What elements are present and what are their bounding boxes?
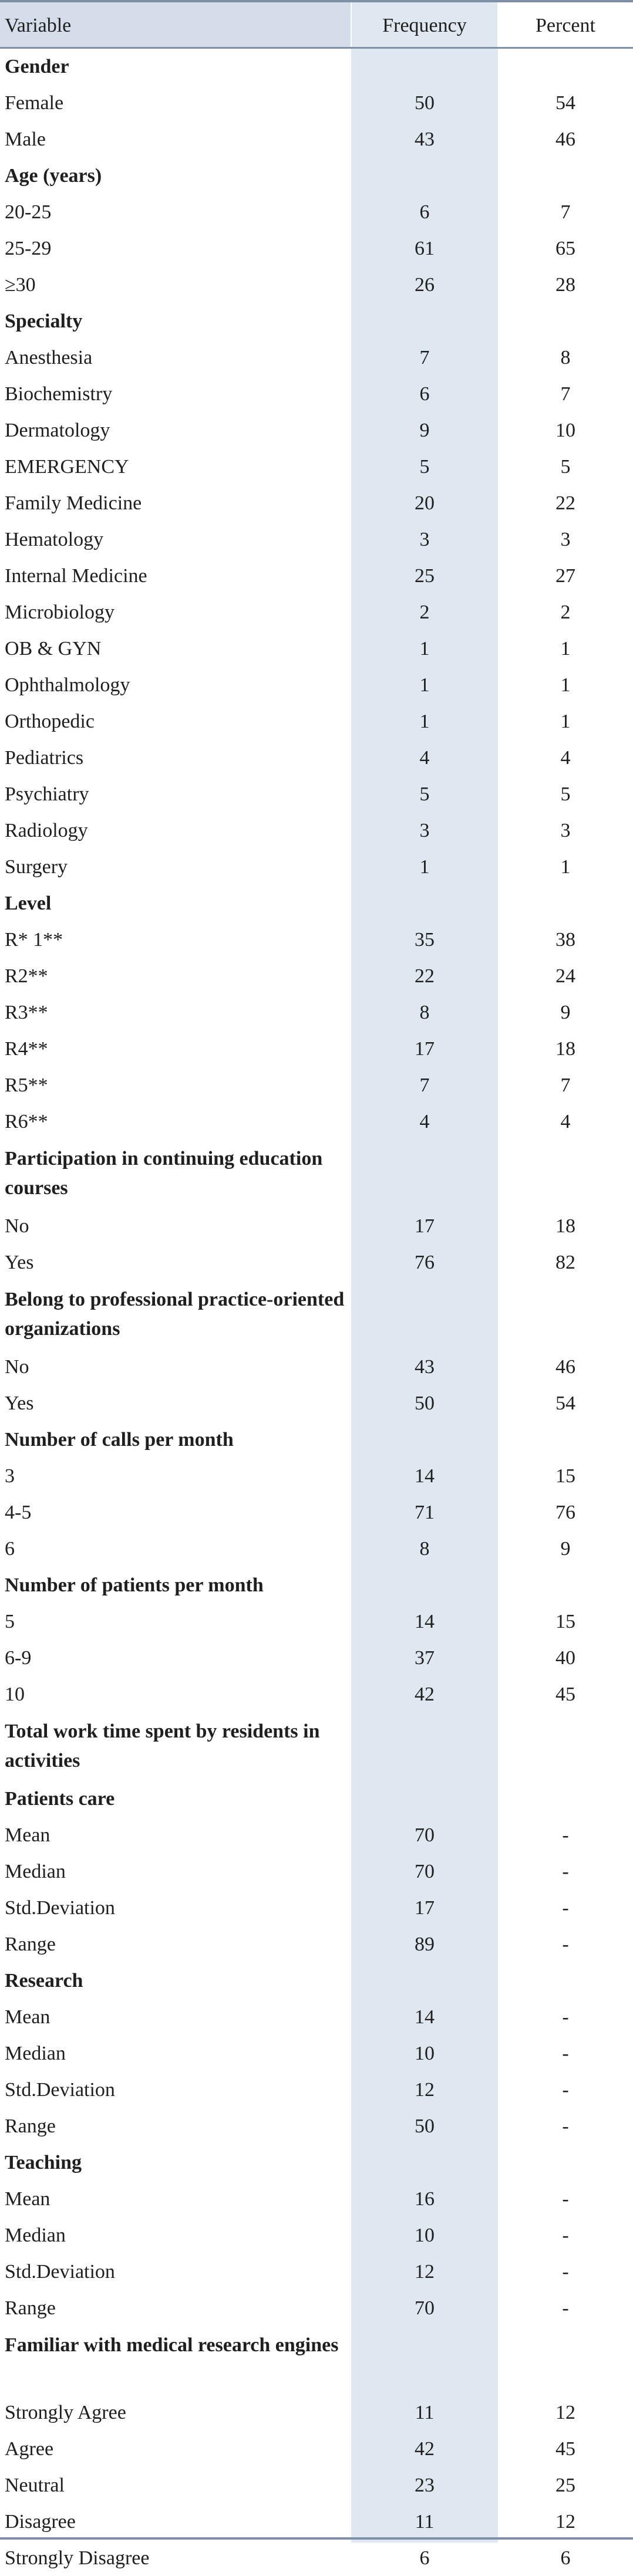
percent-cell: - bbox=[562, 2261, 569, 2283]
variable-cell: Female bbox=[5, 92, 64, 114]
variable-cell: Mean bbox=[5, 1824, 50, 1846]
percent-cell: 25 bbox=[555, 2474, 575, 2496]
variable-cell: Surgery bbox=[5, 856, 68, 878]
frequency-cell: 11 bbox=[415, 2511, 435, 2533]
frequency-cell: 1 bbox=[419, 711, 430, 732]
variable-cell: ≥30 bbox=[5, 274, 36, 296]
percent-cell: 4 bbox=[560, 747, 571, 769]
table-row bbox=[0, 268, 633, 303]
percent-cell: 7 bbox=[560, 383, 571, 405]
percent-cell: 4 bbox=[560, 1111, 571, 1133]
variable-cell: Mean bbox=[5, 2188, 50, 2210]
variable-cell: 5 bbox=[5, 1611, 15, 1632]
percent-cell: 45 bbox=[555, 2438, 575, 2460]
frequency-cell: 12 bbox=[415, 2261, 435, 2283]
table-row bbox=[0, 559, 633, 594]
variable-cell: No bbox=[5, 1356, 29, 1378]
variable-cell: Strongly Agree bbox=[5, 2402, 126, 2423]
table-row bbox=[0, 1604, 633, 1639]
frequency-cell: 50 bbox=[415, 2115, 435, 2137]
variable-cell: Median bbox=[5, 1861, 66, 1882]
table-row bbox=[0, 1068, 633, 1103]
variable-cell: 6 bbox=[5, 1538, 15, 1560]
variable-cell: R5** bbox=[5, 1074, 48, 1096]
frequency-cell: 42 bbox=[415, 2438, 435, 2460]
table-row bbox=[0, 1459, 633, 1494]
section-row bbox=[0, 1282, 633, 1350]
table-row bbox=[0, 195, 633, 230]
percent-cell: 9 bbox=[560, 1538, 571, 1560]
variable-cell: Biochemistry bbox=[5, 383, 113, 405]
section-label: Belong to professional practice-oriented organizations bbox=[5, 1289, 345, 1340]
variable-cell: 10 bbox=[5, 1683, 25, 1705]
section-label: Age (years) bbox=[5, 165, 102, 187]
percent-cell: 46 bbox=[555, 129, 575, 150]
variable-cell: 20-25 bbox=[5, 201, 52, 223]
section-label: Teaching bbox=[5, 2152, 82, 2173]
percent-cell: 6 bbox=[560, 2547, 571, 2569]
table-row bbox=[0, 1104, 633, 1140]
section-row bbox=[0, 304, 633, 339]
percent-cell: 45 bbox=[555, 1683, 575, 1705]
table-row bbox=[0, 631, 633, 667]
frequency-cell: 50 bbox=[415, 1392, 435, 1414]
table-row bbox=[0, 231, 633, 266]
variable-cell: Yes bbox=[5, 1392, 34, 1414]
table-row bbox=[0, 2036, 633, 2071]
frequency-cell: 50 bbox=[415, 92, 435, 114]
section-row bbox=[0, 1422, 633, 1458]
frequency-cell: 6 bbox=[419, 2547, 430, 2569]
percent-cell: 1 bbox=[560, 711, 571, 732]
section-label: Total work time spent by residents in activities bbox=[5, 1720, 320, 1772]
table-row bbox=[0, 1891, 633, 1926]
section-row bbox=[0, 1568, 633, 1603]
variable-cell: Std.Deviation bbox=[5, 2079, 115, 2101]
frequency-cell: 10 bbox=[415, 2043, 435, 2064]
frequency-cell: 4 bbox=[419, 1111, 430, 1133]
variable-cell: R6** bbox=[5, 1111, 48, 1133]
percent-cell: 54 bbox=[555, 92, 575, 114]
header-rule bbox=[0, 47, 633, 49]
percent-cell: - bbox=[562, 1861, 569, 1882]
table-row bbox=[0, 704, 633, 739]
variable-cell: Psychiatry bbox=[5, 783, 89, 805]
frequency-cell: 23 bbox=[415, 2474, 435, 2496]
variable-cell: Median bbox=[5, 2225, 66, 2246]
variable-cell: Neutral bbox=[5, 2474, 65, 2496]
percent-cell: 24 bbox=[555, 965, 575, 987]
variable-cell: OB & GYN bbox=[5, 638, 102, 660]
section-label: Patients care bbox=[5, 1788, 115, 1810]
table-row bbox=[0, 1209, 633, 1244]
percent-cell: 18 bbox=[555, 1215, 575, 1237]
table-row bbox=[0, 2254, 633, 2290]
section-label: Research bbox=[5, 1970, 83, 1992]
table-row bbox=[0, 377, 633, 412]
frequency-cell: 14 bbox=[415, 2006, 435, 2028]
variable-cell: R4** bbox=[5, 1038, 48, 1060]
variable-cell: Internal Medicine bbox=[5, 565, 147, 587]
frequency-cell: 4 bbox=[419, 747, 430, 769]
bottom-rule bbox=[0, 2537, 633, 2540]
frequency-cell: 2 bbox=[419, 601, 430, 623]
frequency-cell: 89 bbox=[415, 1933, 435, 1955]
variable-cell: Range bbox=[5, 2115, 56, 2137]
percent-cell: 54 bbox=[555, 1392, 575, 1414]
frequency-cell: 14 bbox=[415, 1611, 435, 1632]
variable-cell: Microbiology bbox=[5, 601, 115, 623]
table-row bbox=[0, 2395, 633, 2430]
table-row bbox=[0, 959, 633, 994]
variable-cell: Anesthesia bbox=[5, 347, 93, 369]
percent-cell: - bbox=[562, 2079, 569, 2101]
frequency-cell: 1 bbox=[419, 638, 430, 660]
frequency-cell: 1 bbox=[419, 674, 430, 696]
percent-cell: - bbox=[562, 2006, 569, 2028]
frequency-cell: 11 bbox=[415, 2402, 435, 2423]
percent-cell: 10 bbox=[555, 420, 575, 441]
table-row bbox=[0, 922, 633, 958]
variable-cell: Mean bbox=[5, 2006, 50, 2028]
table-row bbox=[0, 1032, 633, 1067]
table-row bbox=[0, 1532, 633, 1567]
frequency-cell: 35 bbox=[415, 929, 435, 951]
table-row bbox=[0, 1350, 633, 1385]
table-row bbox=[0, 1641, 633, 1676]
table-row bbox=[0, 522, 633, 557]
percent-cell: 65 bbox=[555, 238, 575, 259]
table-row bbox=[0, 1854, 633, 1889]
variable-cell: Strongly Disagree bbox=[5, 2547, 150, 2569]
frequency-cell: 16 bbox=[415, 2188, 435, 2210]
frequency-cell: 43 bbox=[415, 129, 435, 150]
section-label: Number of patients per month bbox=[5, 1574, 264, 1596]
table-row bbox=[0, 741, 633, 776]
percent-cell: 15 bbox=[555, 1611, 575, 1632]
percent-cell: 3 bbox=[560, 820, 571, 841]
frequency-cell: 70 bbox=[415, 2297, 435, 2319]
header-variable: Variable bbox=[5, 15, 72, 36]
table-row bbox=[0, 340, 633, 376]
variable-cell: Dermatology bbox=[5, 420, 110, 441]
percent-cell: 3 bbox=[560, 529, 571, 550]
frequency-cell: 3 bbox=[419, 529, 430, 550]
section-row bbox=[0, 158, 633, 194]
table-row bbox=[0, 2073, 633, 2108]
table-row bbox=[0, 86, 633, 121]
frequency-cell: 3 bbox=[419, 820, 430, 841]
percent-cell: 1 bbox=[560, 638, 571, 660]
table-row bbox=[0, 995, 633, 1030]
section-row bbox=[0, 2145, 633, 2181]
header-percent: Percent bbox=[536, 15, 595, 36]
percent-cell: 22 bbox=[555, 492, 575, 514]
percent-cell: 5 bbox=[560, 456, 571, 478]
percent-cell: 27 bbox=[555, 565, 575, 587]
percent-cell: - bbox=[562, 2043, 569, 2064]
frequency-cell: 12 bbox=[415, 2079, 435, 2101]
percent-cell: 2 bbox=[560, 601, 571, 623]
percent-cell: - bbox=[562, 1824, 569, 1846]
variable-cell: Std.Deviation bbox=[5, 1897, 115, 1919]
percent-cell: 82 bbox=[555, 1252, 575, 1273]
percent-cell: 7 bbox=[560, 1074, 571, 1096]
table-row bbox=[0, 668, 633, 703]
table-row bbox=[0, 1495, 633, 1530]
variable-cell: 25-29 bbox=[5, 238, 52, 259]
variable-cell: Range bbox=[5, 1933, 56, 1955]
frequency-cell: 70 bbox=[415, 1824, 435, 1846]
section-row bbox=[0, 1713, 633, 1781]
percent-cell: 12 bbox=[555, 2511, 575, 2533]
percent-cell: 8 bbox=[560, 347, 571, 369]
section-label: Participation in continuing education courses bbox=[5, 1148, 323, 1199]
frequency-cell: 37 bbox=[415, 1647, 435, 1669]
variable-cell: Hematology bbox=[5, 529, 104, 550]
frequency-cell: 1 bbox=[419, 856, 430, 878]
percent-cell: - bbox=[562, 1897, 569, 1919]
section-row bbox=[0, 1141, 633, 1209]
frequency-cell: 8 bbox=[419, 1538, 430, 1560]
section-label: Specialty bbox=[5, 310, 83, 332]
variable-cell: 3 bbox=[5, 1465, 15, 1487]
table-row bbox=[0, 813, 633, 848]
percent-cell: 7 bbox=[560, 201, 571, 223]
variable-cell: 6-9 bbox=[5, 1647, 32, 1669]
percent-cell: 28 bbox=[555, 274, 575, 296]
frequency-cell: 25 bbox=[415, 565, 435, 587]
table-row bbox=[0, 1927, 633, 1962]
frequency-cell: 9 bbox=[419, 420, 430, 441]
percent-cell: - bbox=[562, 2225, 569, 2246]
frequency-cell: 7 bbox=[419, 347, 430, 369]
frequency-cell: 22 bbox=[415, 965, 435, 987]
table-row bbox=[0, 2291, 633, 2326]
table-row bbox=[0, 2541, 633, 2576]
variable-cell: Yes bbox=[5, 1252, 34, 1273]
section-label: Familiar with medical research engines bbox=[5, 2334, 339, 2356]
section-row bbox=[0, 49, 633, 84]
section-label: Number of calls per month bbox=[5, 1429, 234, 1451]
table-row bbox=[0, 413, 633, 448]
section-label: Gender bbox=[5, 56, 69, 77]
percent-cell: - bbox=[562, 2188, 569, 2210]
percent-cell: 9 bbox=[560, 1002, 571, 1023]
table-header-row bbox=[0, 0, 633, 35]
variable-cell: No bbox=[5, 1215, 29, 1237]
variable-cell: Radiology bbox=[5, 820, 88, 841]
section-row bbox=[0, 886, 633, 921]
table-row bbox=[0, 777, 633, 812]
percent-cell: 1 bbox=[560, 674, 571, 696]
section-label: Level bbox=[5, 893, 52, 914]
frequency-cell: 26 bbox=[415, 274, 435, 296]
variable-cell: Pediatrics bbox=[5, 747, 84, 769]
table-row bbox=[0, 2432, 633, 2467]
frequency-cell: 70 bbox=[415, 1861, 435, 1882]
table-row bbox=[0, 1245, 633, 1280]
frequency-cell: 71 bbox=[415, 1502, 435, 1523]
table-row bbox=[0, 1818, 633, 1853]
frequency-cell: 17 bbox=[415, 1897, 435, 1919]
variable-cell: Range bbox=[5, 2297, 56, 2319]
frequency-cell: 10 bbox=[415, 2225, 435, 2246]
variable-cell: Family Medicine bbox=[5, 492, 142, 514]
percent-cell: 40 bbox=[555, 1647, 575, 1669]
frequency-cell: 7 bbox=[419, 1074, 430, 1096]
frequency-cell: 42 bbox=[415, 1683, 435, 1705]
percent-cell: - bbox=[562, 2297, 569, 2319]
table-row bbox=[0, 1677, 633, 1712]
percent-cell: 76 bbox=[555, 1502, 575, 1523]
variable-cell: Std.Deviation bbox=[5, 2261, 115, 2283]
frequency-cell: 6 bbox=[419, 201, 430, 223]
variable-cell: Orthopedic bbox=[5, 711, 95, 732]
variable-cell: 4-5 bbox=[5, 1502, 32, 1523]
table-row bbox=[0, 449, 633, 485]
variable-cell: Median bbox=[5, 2043, 66, 2064]
percent-cell: 38 bbox=[555, 929, 575, 951]
variable-cell: Disagree bbox=[5, 2511, 76, 2533]
table-row bbox=[0, 2000, 633, 2035]
table-row bbox=[0, 486, 633, 521]
table-row bbox=[0, 122, 633, 157]
frequency-cell: 14 bbox=[415, 1465, 435, 1487]
percent-cell: - bbox=[562, 2115, 569, 2137]
percent-cell: 12 bbox=[555, 2402, 575, 2423]
table-row bbox=[0, 2218, 633, 2253]
variable-cell: R2** bbox=[5, 965, 48, 987]
frequency-cell: 76 bbox=[415, 1252, 435, 1273]
table-row bbox=[0, 2182, 633, 2217]
table-row bbox=[0, 2109, 633, 2144]
variable-cell: EMERGENCY bbox=[5, 456, 129, 478]
frequency-cell: 5 bbox=[419, 783, 430, 805]
section-row bbox=[0, 2327, 633, 2395]
frequency-cell: 8 bbox=[419, 1002, 430, 1023]
table-row bbox=[0, 1386, 633, 1421]
percent-cell: 15 bbox=[555, 1465, 575, 1487]
variable-cell: R* 1** bbox=[5, 929, 63, 951]
frequency-cell: 5 bbox=[419, 456, 430, 478]
table-row bbox=[0, 2468, 633, 2503]
frequency-cell: 61 bbox=[415, 238, 435, 259]
frequency-cell: 6 bbox=[419, 383, 430, 405]
table-row bbox=[0, 850, 633, 885]
variable-cell: Ophthalmology bbox=[5, 674, 130, 696]
percent-cell: 18 bbox=[555, 1038, 575, 1060]
frequency-cell: 20 bbox=[415, 492, 435, 514]
variable-cell: Male bbox=[5, 129, 46, 150]
frequency-cell: 17 bbox=[415, 1215, 435, 1237]
section-row bbox=[0, 1963, 633, 1999]
section-row bbox=[0, 1781, 633, 1817]
percent-cell: 5 bbox=[560, 783, 571, 805]
frequency-cell: 43 bbox=[415, 1356, 435, 1378]
table-row bbox=[0, 595, 633, 630]
variable-cell: Agree bbox=[5, 2438, 54, 2460]
variable-cell: R3** bbox=[5, 1002, 48, 1023]
header-frequency: Frequency bbox=[382, 15, 467, 36]
table-row bbox=[0, 2504, 633, 2540]
frequency-cell: 17 bbox=[415, 1038, 435, 1060]
percent-cell: 1 bbox=[560, 856, 571, 878]
percent-cell: 46 bbox=[555, 1356, 575, 1378]
percent-cell: - bbox=[562, 1933, 569, 1955]
